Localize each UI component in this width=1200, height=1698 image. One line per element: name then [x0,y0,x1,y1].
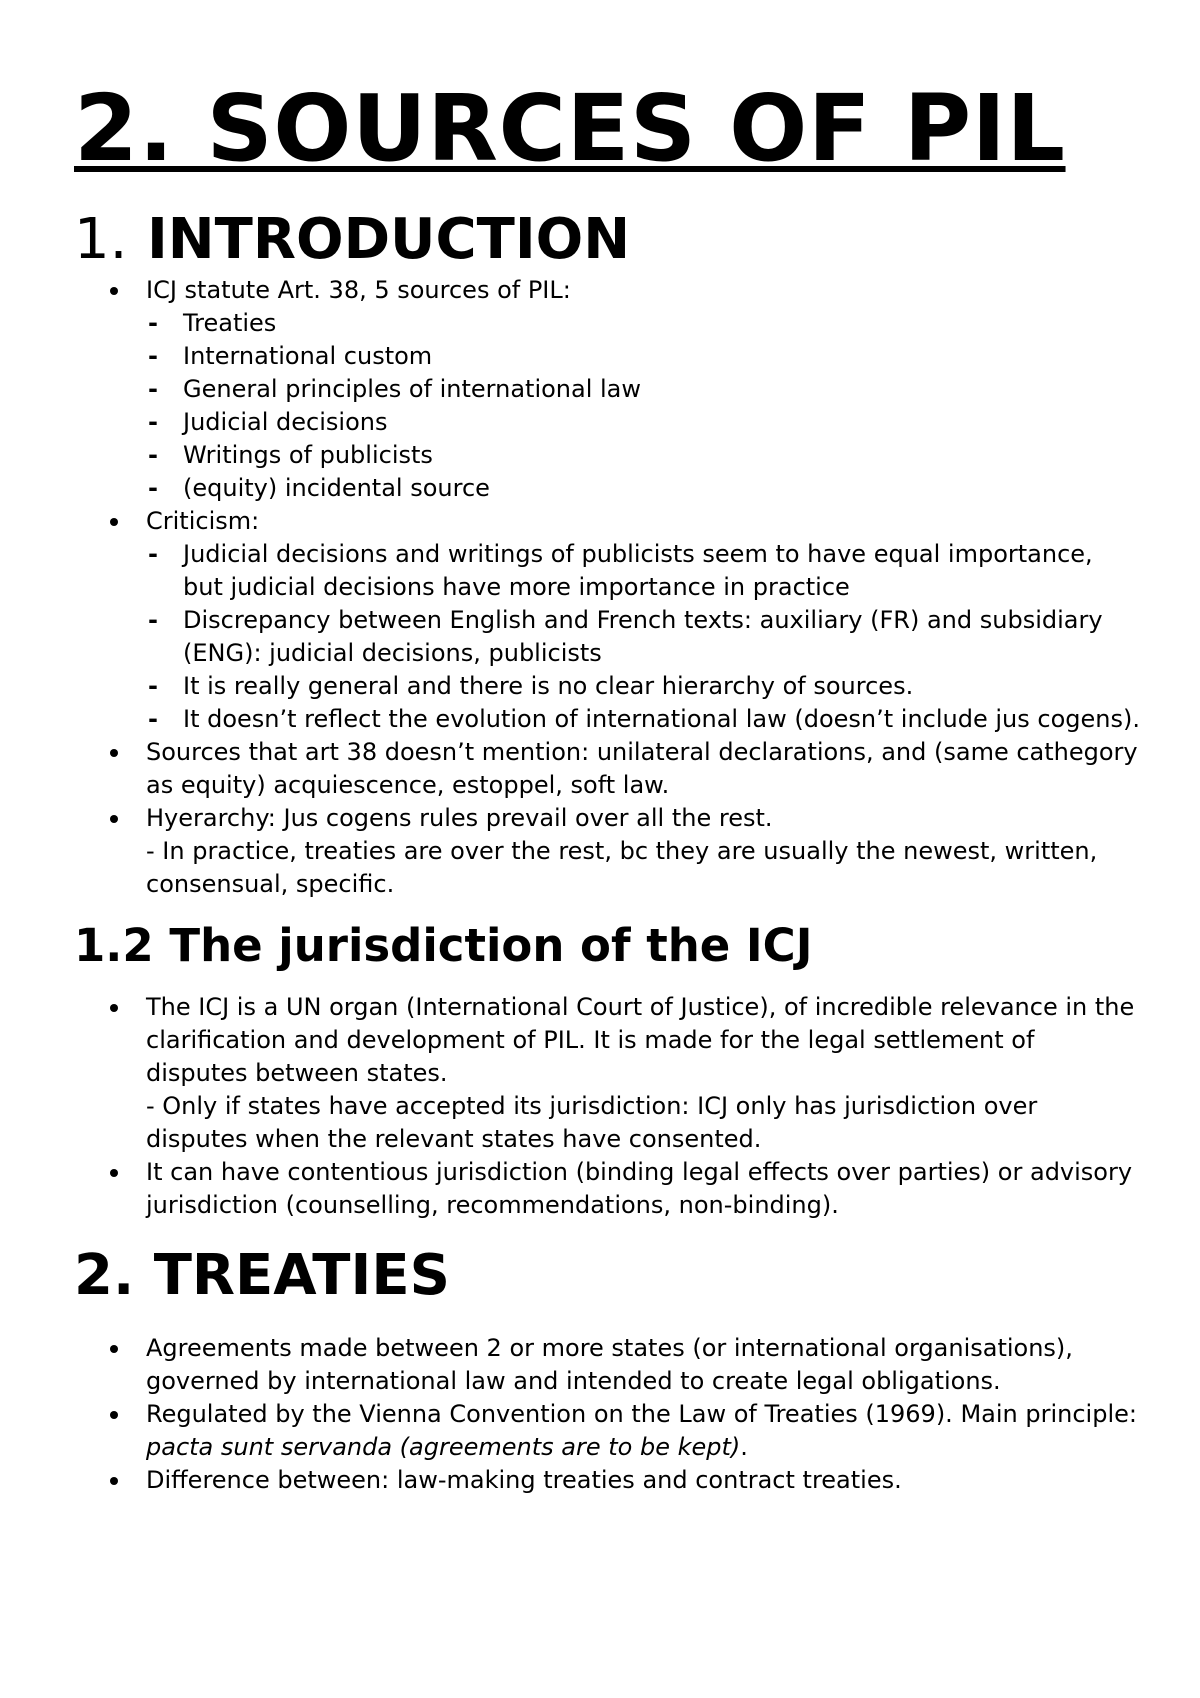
sub-list [146,538,1140,736]
bullet-text: Sources that art 38 doesn’t mention: unilateral declarations, and (same cathegory as equity) acquiescence, estoppel, soft law. [146,738,1138,799]
sub-list-item: - (equity) incidental source [146,472,1140,505]
sub-list-item: - Discrepancy between English and French texts: auxiliary (FR) and subsidiary (ENG): judicial decisions, publicists [146,604,1140,670]
list-item [74,1156,1140,1222]
sub-list [146,307,1140,505]
sub-list-item: - Judicial decisions [146,406,1140,439]
bullet-text: Regulated by the Vienna Convention on the Law of Treaties (1969). Main principle: [146,1400,1137,1428]
bullet-text: ICJ statute Art. 38, 5 sources of PIL: [146,276,571,304]
list-item [74,991,1140,1156]
sub-list-item: - It is really general and there is no clear hierarchy of sources. [146,670,1140,703]
list-item [74,736,1140,802]
section-title: INTRODUCTION [146,207,631,272]
treaties-list [74,1332,1140,1497]
bullet-text: It can have contentious jurisdiction (binding legal effects over parties) or advisory jurisdiction (counselling, recommendations, non-binding). [146,1158,1133,1219]
sub-list-item: - It doesn’t reflect the evolution of international law (doesn’t include jus cogens). [146,703,1140,736]
list-item [74,505,1140,736]
sub-list-item: - International custom [146,340,1140,373]
list-item [74,274,1140,505]
bullet-text: Criticism: [146,507,260,535]
introduction-list [74,274,1140,901]
section-heading-introduction [74,206,1140,274]
bullet-text-tail: . [740,1433,748,1461]
list-item [74,1464,1140,1497]
bullet-text: Hyerarchy: Jus cogens rules prevail over all the rest. [146,804,773,832]
sub-list-item: - General principles of international law [146,373,1140,406]
bullet-text: Agreements made between 2 or more states (or international organisations), governed by international law and intended to create legal obligations. [146,1334,1073,1395]
section-heading-treaties: 2. TREATIES [74,1243,450,1308]
sub-list-item: - Treaties [146,307,1140,340]
sub-list-item: - Writings of publicists [146,439,1140,472]
document-title: 2. SOURCES OF PIL [74,75,1066,182]
italic-phrase: pacta sunt servanda (agreements are to be kept) [146,1433,741,1461]
section-number: 1. [74,207,128,272]
bullet-text: The ICJ is a UN organ (International Court of Justice), of incredible relevance in the clarification and development of PIL. It is made for the legal settlement of disputes between states. [146,993,1135,1087]
jurisdiction-list [74,991,1140,1222]
list-item [74,1332,1140,1398]
bullet-extra-text: - Only if states have accepted its jurisdiction: ICJ only has jurisdiction over disputes when the relevant states have consented. [146,1092,1038,1153]
list-item [74,1398,1140,1464]
list-item [74,802,1140,901]
sub-list-item: - Judicial decisions and writings of publicists seem to have equal importance, but judicial decisions have more importance in practice [146,538,1140,604]
section-heading-jurisdiction: 1.2 The jurisdiction of the ICJ [74,919,813,972]
bullet-text: Difference between: law-making treaties and contract treaties. [146,1466,902,1494]
bullet-extra-text: - In practice, treaties are over the rest, bc they are usually the newest, written, consensual, specific. [146,837,1098,898]
